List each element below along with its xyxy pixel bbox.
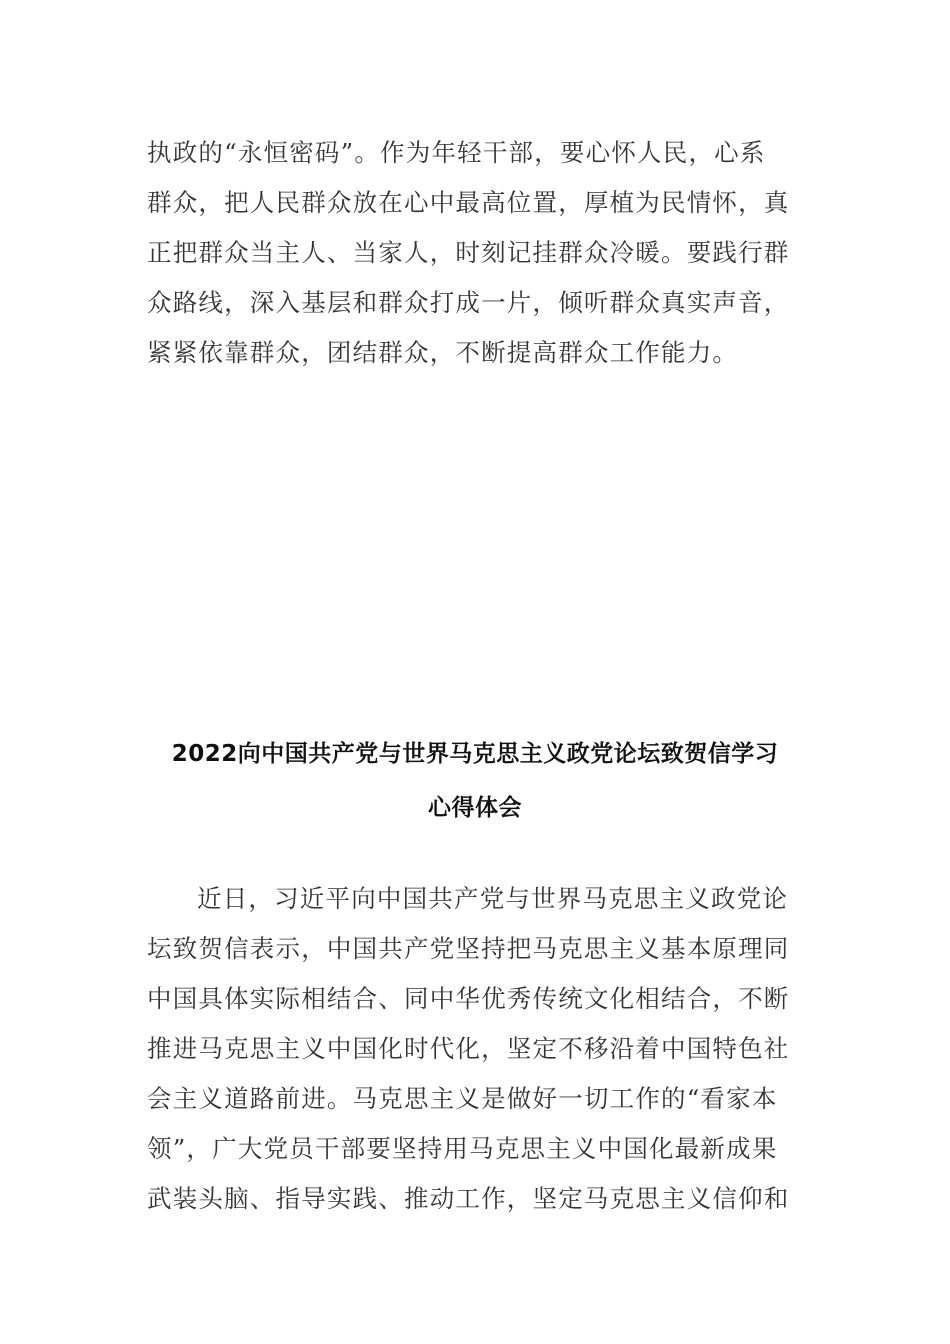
paragraph-line: 中国具体实际相结合、同中华优秀传统文化相结合，不断	[147, 984, 790, 1013]
paragraph-line: 坛致贺信表示，中国共产党坚持把马克思主义基本原理同	[147, 934, 790, 963]
paragraph-line: 众路线，深入基层和群众打成一片，倾听群众真实声音，	[147, 288, 790, 317]
paragraph-line: 领”，广大党员干部要坚持用马克思主义中国化最新成果	[147, 1134, 778, 1163]
paragraph-line: 推进马克思主义中国化时代化，坚定不移沿着中国特色社	[147, 1034, 790, 1063]
article-title	[110, 727, 840, 835]
paragraph-line: 紧紧依靠群众，团结群众，不断提高群众工作能力。	[147, 338, 739, 367]
paragraph-line: 执政的“永恒密码”。作为年轻干部，要心怀人民，心系	[147, 138, 766, 167]
paragraph-line: 会主义道路前进。马克思主义是做好一切工作的“看家本	[147, 1084, 778, 1113]
paragraph-line: 群众，把人民群众放在心中最高位置，厚植为民情怀，真	[147, 188, 790, 217]
paragraph-line: 武装头脑、指导实践、推动工作，坚定马克思主义信仰和	[147, 1184, 790, 1213]
body-paragraph	[147, 874, 790, 1224]
continued-paragraph	[147, 128, 790, 378]
title-line: 2022向中国共产党与世界马克思主义政党论坛致贺信学习	[171, 741, 779, 767]
paragraph-line: 正把群众当主人、当家人，时刻记挂群众冷暖。要践行群	[147, 238, 790, 267]
paragraph-line: 近日，习近平向中国共产党与世界马克思主义政党论	[197, 884, 789, 913]
title-line: 心得体会	[428, 795, 522, 821]
